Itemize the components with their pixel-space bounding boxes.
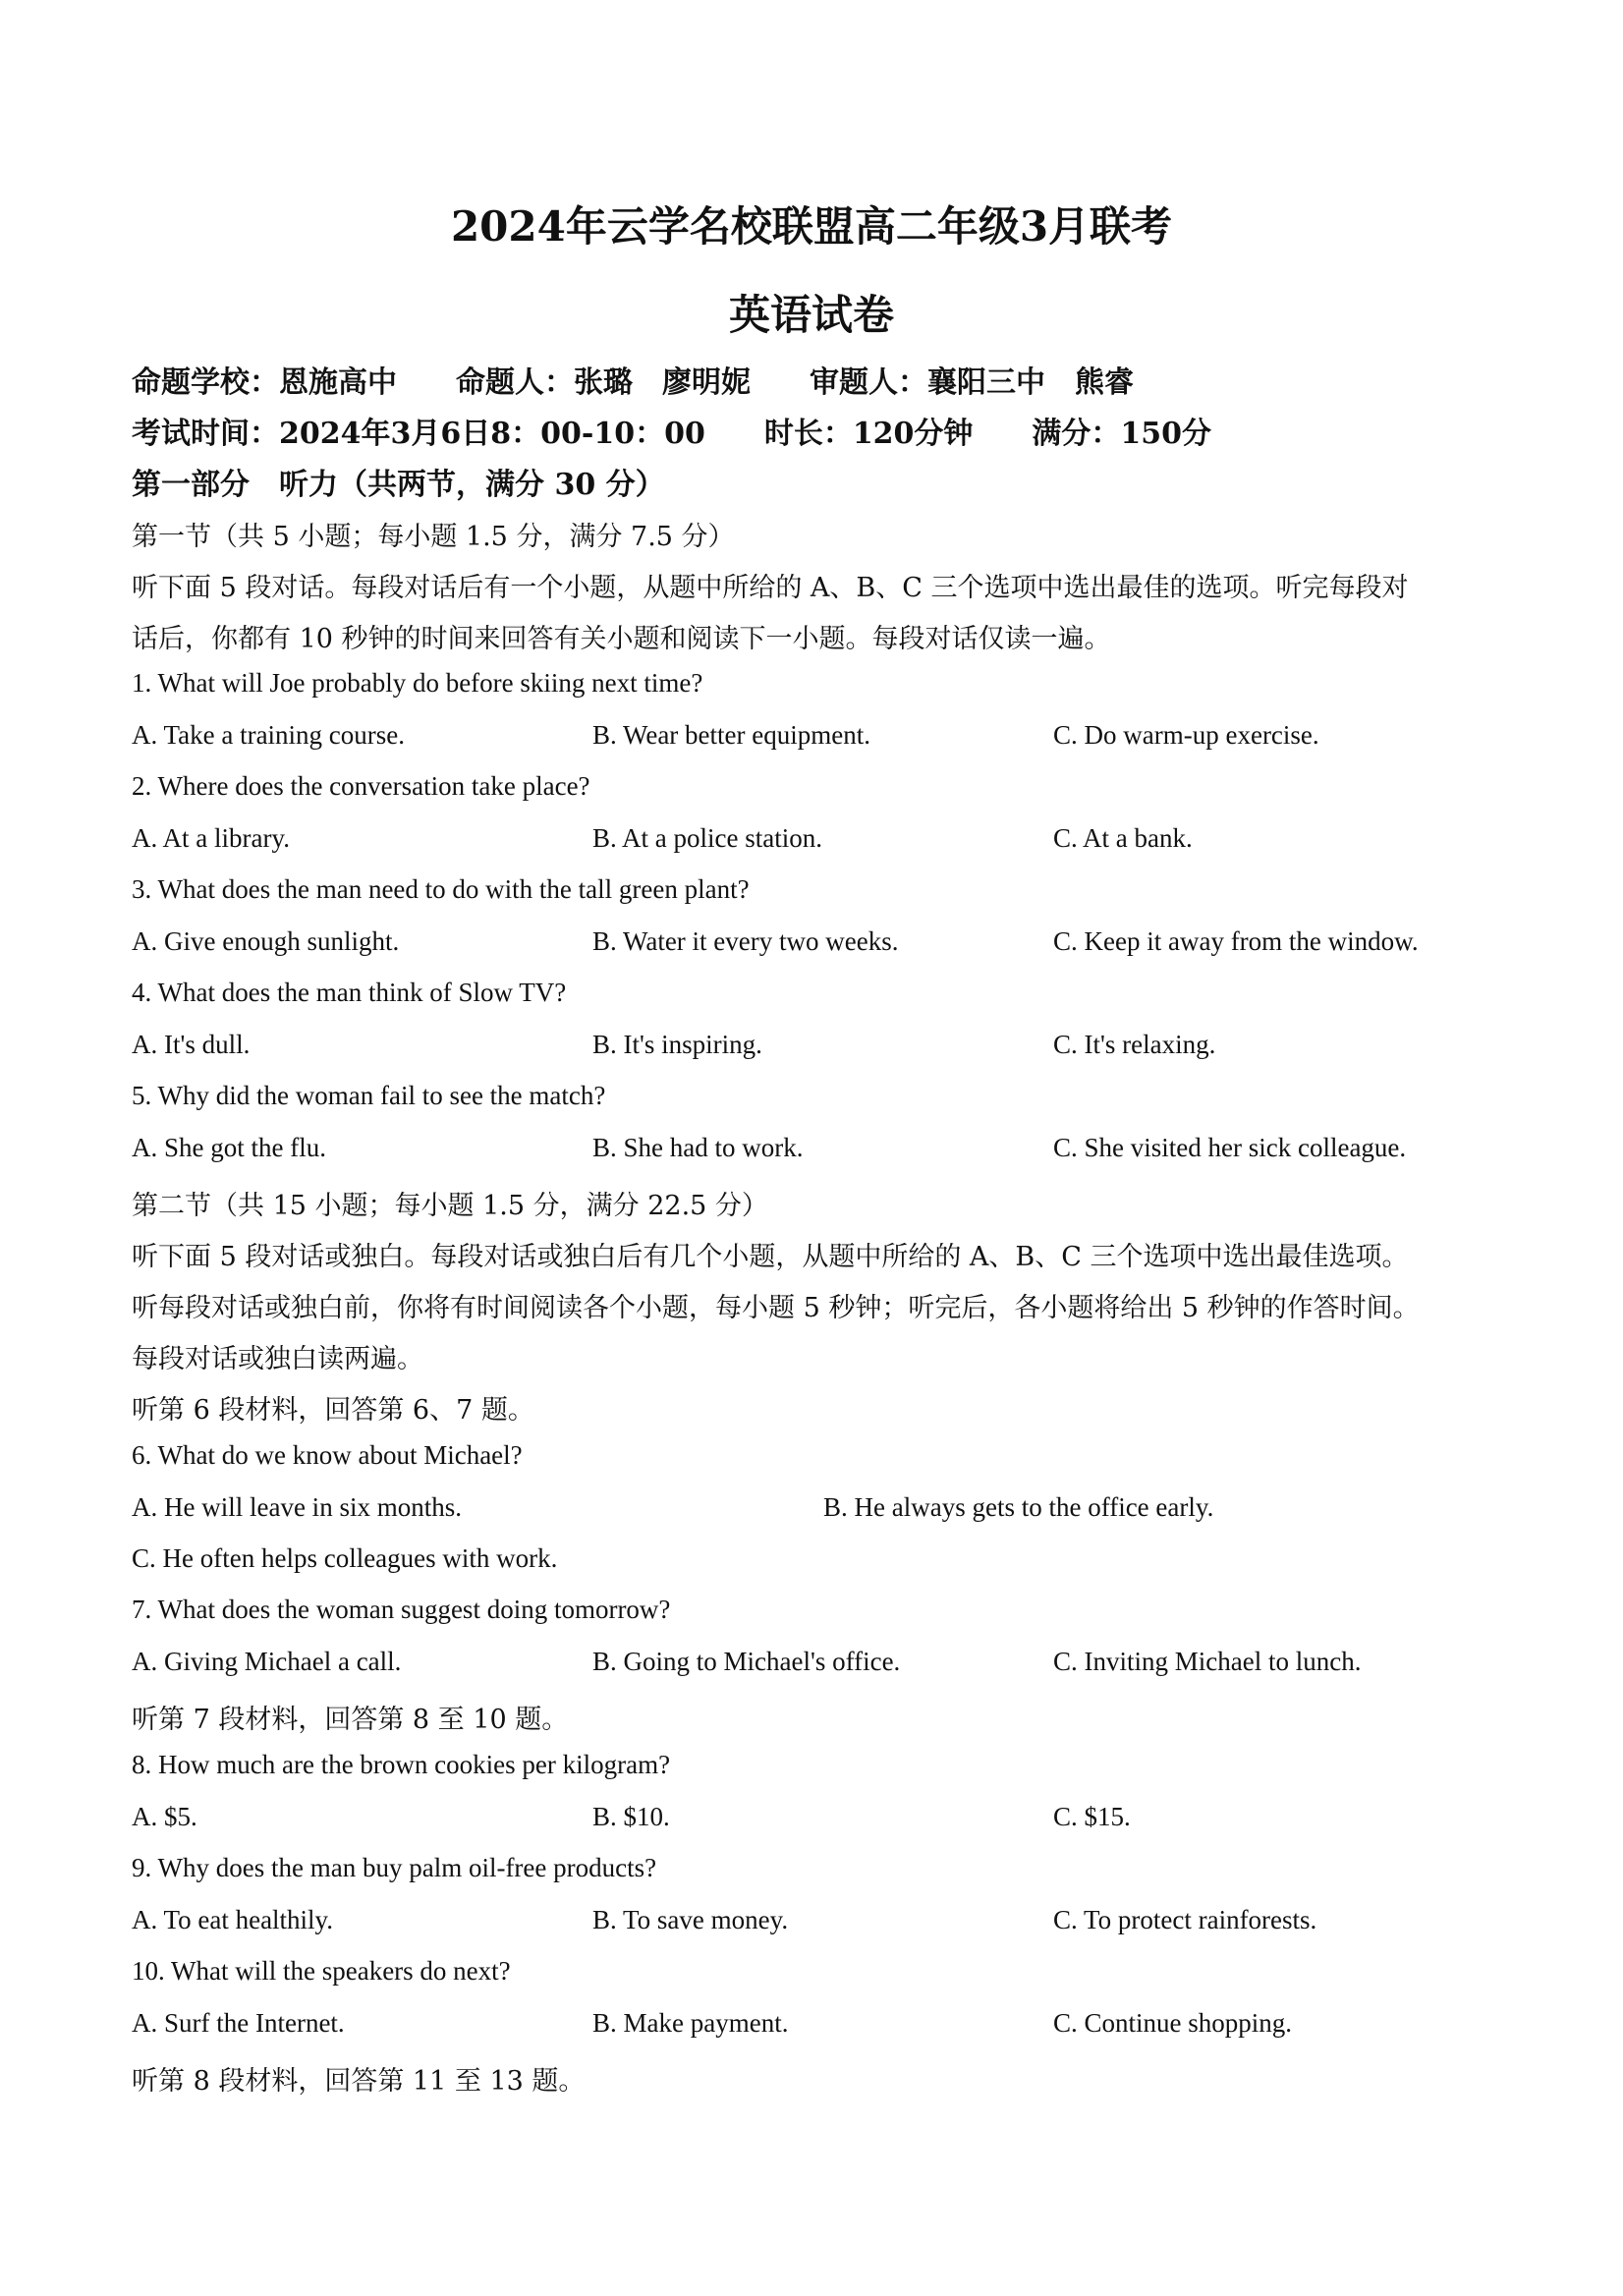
q10-option-a: A. Surf the Internet. [132, 2008, 345, 2038]
q8-option-a: A. $5. [132, 1802, 197, 1831]
q8-option-b: B. $10. [592, 1802, 670, 1831]
section2-heading: 第二节（共 15 小题；每小题 1.5 分，满分 22.5 分） [132, 1191, 768, 1221]
part1-heading: 第一部分 听力（共两节，满分 30 分） [132, 468, 665, 502]
q2-option-c: C. At a bank. [1053, 823, 1193, 853]
question-8: 8. How much are the brown cookies per kilogram? [132, 1750, 671, 1779]
q10-option-c: C. Continue shopping. [1053, 2008, 1293, 2038]
q3-option-a: A. Give enough sunlight. [132, 926, 400, 956]
q7-option-b: B. Going to Michael's office. [592, 1647, 901, 1676]
section1-instructions-2: 话后，你都有 10 秒钟的时间来回答有关小题和阅读下一小题。每段对话仅读一遍。 [132, 624, 1111, 654]
exam-title: 2024年云学名校联盟高二年级3月联考 [450, 202, 1173, 251]
question-3: 3. What does the man need to do with the tall green plant? [132, 874, 750, 904]
q3-option-b: B. Water it every two weeks. [592, 926, 899, 956]
q5-option-c: C. She visited her sick colleague. [1053, 1133, 1407, 1162]
q9-option-b: B. To save money. [592, 1905, 789, 1934]
q4-option-c: C. It's relaxing. [1053, 1030, 1216, 1059]
q2-option-a: A. At a library. [132, 823, 290, 853]
material-6-note: 听第 6 段材料，回答第 6、7 题。 [132, 1395, 534, 1426]
q8-option-c: C. $15. [1053, 1802, 1131, 1831]
question-5: 5. Why did the woman fail to see the match? [132, 1081, 606, 1110]
section1-heading: 第一节（共 5 小题；每小题 1.5 分，满分 7.5 分） [132, 522, 735, 552]
q7-option-a: A. Giving Michael a call. [132, 1647, 402, 1676]
question-4: 4. What does the man think of Slow TV? [132, 978, 567, 1007]
q10-option-b: B. Make payment. [592, 2008, 789, 2038]
question-6: 6. What do we know about Michael? [132, 1440, 523, 1470]
question-10: 10. What will the speakers do next? [132, 1956, 511, 1986]
authors-line: 命题学校：恩施高中 命题人：张璐 廖明妮 审题人：襄阳三中 熊睿 [132, 365, 1134, 400]
material-7-note: 听第 7 段材料，回答第 8 至 10 题。 [132, 1705, 569, 1735]
q3-option-c: C. Keep it away from the window. [1053, 926, 1419, 956]
q1-option-c: C. Do warm-up exercise. [1053, 720, 1319, 750]
q9-option-a: A. To eat healthily. [132, 1905, 334, 1934]
q1-option-b: B. Wear better equipment. [592, 720, 870, 750]
section2-instructions-3: 每段对话或独白读两遍。 [132, 1344, 423, 1374]
q2-option-b: B. At a police station. [592, 823, 822, 853]
question-2: 2. Where does the conversation take place? [132, 771, 590, 801]
material-8-note: 听第 8 段材料，回答第 11 至 13 题。 [132, 2066, 586, 2097]
q1-option-a: A. Take a training course. [132, 720, 406, 750]
exam-subtitle: 英语试卷 [728, 291, 894, 339]
q7-option-c: C. Inviting Michael to lunch. [1053, 1647, 1362, 1676]
question-9: 9. Why does the man buy palm oil-free products? [132, 1853, 657, 1882]
section2-instructions-2: 听每段对话或独白前，你将有时间阅读各个小题，每小题 5 秒钟；听完后，各小题将给出 5 秒钟的作答时间。 [132, 1293, 1420, 1323]
q5-option-a: A. She got the flu. [132, 1133, 326, 1162]
q9-option-c: C. To protect rainforests. [1053, 1905, 1317, 1934]
q6-option-c: C. He often helps colleagues with work. [132, 1543, 558, 1573]
section2-instructions-1: 听下面 5 段对话或独白。每段对话或独白后有几个小题，从题中所给的 A、B、C 三个选项中选出最佳选项。 [132, 1242, 1409, 1272]
question-7: 7. What does the woman suggest doing tomorrow? [132, 1595, 671, 1624]
q4-option-b: B. It's inspiring. [592, 1030, 762, 1059]
q6-option-b: B. He always gets to the office early. [823, 1492, 1214, 1522]
q5-option-b: B. She had to work. [592, 1133, 804, 1162]
section1-instructions-1: 听下面 5 段对话。每段对话后有一个小题，从题中所给的 A、B、C 三个选项中选出最佳的选项。听完每段对 [132, 573, 1409, 603]
question-1: 1. What will Joe probably do before skiing next time? [132, 668, 703, 698]
exam-info-line: 考试时间：2024年3月6日8：00-10：00 时长：120分钟 满分：150分 [132, 417, 1212, 451]
q4-option-a: A. It's dull. [132, 1030, 251, 1059]
q6-option-a: A. He will leave in six months. [132, 1492, 462, 1522]
